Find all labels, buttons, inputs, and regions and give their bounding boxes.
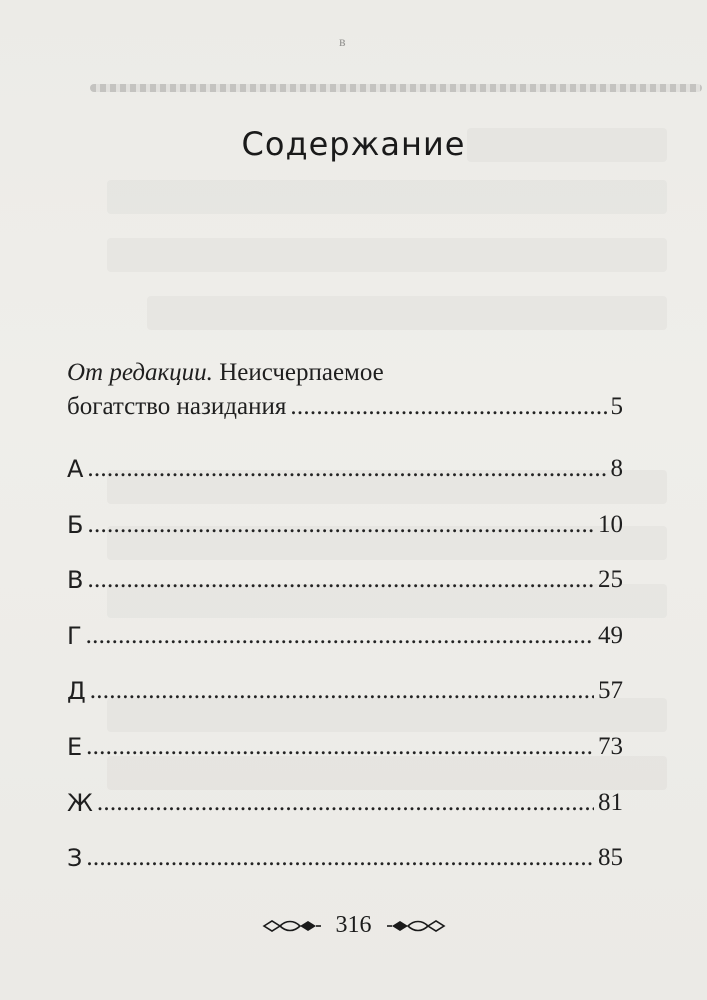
dot-leader <box>290 390 606 424</box>
right-ornament-icon <box>386 918 446 934</box>
toc-intro-line2 <box>67 390 623 424</box>
toc-entry-page: 25 <box>598 566 623 593</box>
dot-leader <box>86 841 594 875</box>
toc-entry-page: 85 <box>598 844 623 871</box>
toc-entry-page: 10 <box>598 511 623 538</box>
toc-intro-italic: От редакции. <box>67 359 213 386</box>
dot-leader <box>86 730 594 764</box>
toc-entry-a[interactable] <box>67 452 623 486</box>
dot-leader <box>87 452 606 486</box>
toc-entry-label: Ж <box>67 789 93 817</box>
toc-entry-label: В <box>67 566 84 594</box>
toc-intro-rest: Неисчерпаемое <box>212 359 384 386</box>
toc-entry-page: 8 <box>610 455 623 482</box>
toc-intro-line2-label: богатство назидания <box>67 393 287 420</box>
toc-entry-zh[interactable] <box>67 786 623 820</box>
toc-entry-label: З <box>67 844 83 872</box>
toc-entry-b[interactable] <box>67 508 623 542</box>
toc-entry-label: Г <box>67 622 82 650</box>
toc-entry-label: Е <box>67 733 83 761</box>
toc-entry-label: А <box>67 455 84 483</box>
toc-entry-page: 57 <box>598 677 623 704</box>
toc-entry-page: 49 <box>598 622 623 649</box>
left-ornament-icon <box>262 918 322 934</box>
toc-entry-page: 81 <box>598 789 623 816</box>
toc-entry-label: Б <box>67 511 84 539</box>
dot-leader <box>97 786 594 820</box>
top-decorative-rule <box>90 84 702 92</box>
page-title: Содержание <box>241 125 466 163</box>
toc-entry-page: 73 <box>598 733 623 760</box>
page-number: 316 <box>335 912 372 938</box>
toc-intro-line1 <box>67 356 623 390</box>
toc-entry-v[interactable] <box>67 563 623 597</box>
toc-intro-entry[interactable] <box>67 356 623 424</box>
toc-entry-label: Д <box>67 677 86 705</box>
dot-leader <box>87 563 594 597</box>
dot-leader <box>86 619 594 653</box>
dot-leader <box>87 508 594 542</box>
page-marker: в <box>339 35 346 50</box>
toc-entry-d[interactable] <box>67 674 623 708</box>
toc-entry-z[interactable] <box>67 841 623 875</box>
toc-entry-g[interactable] <box>67 619 623 653</box>
dot-leader <box>90 674 594 708</box>
toc-entry-e[interactable] <box>67 730 623 764</box>
toc-intro-page: 5 <box>610 393 623 420</box>
page-footer <box>0 912 707 939</box>
